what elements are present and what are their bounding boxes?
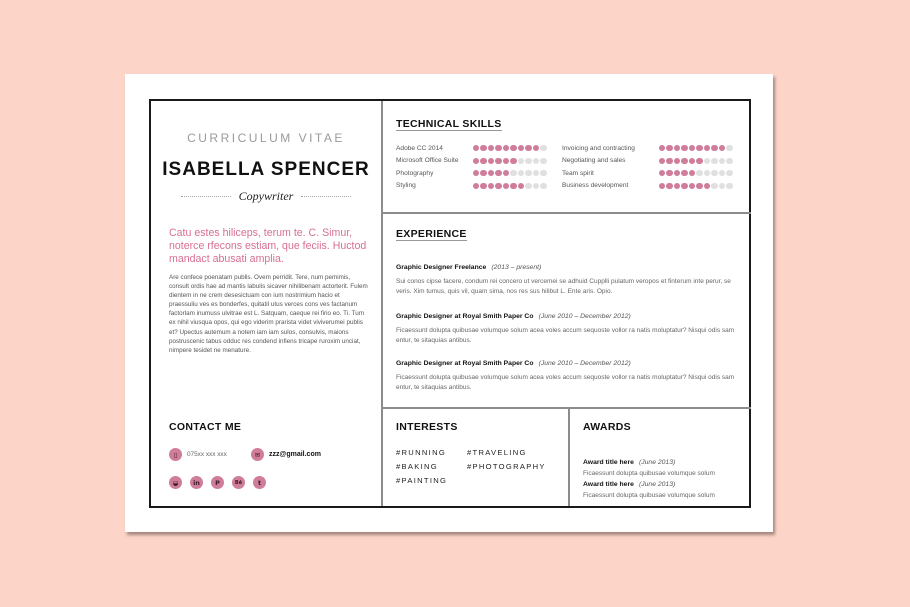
rating-dot-filled [666, 145, 672, 151]
rating-dot-filled [689, 145, 695, 151]
award-description: Ficaessunt dolupta quibusae volumque solum [583, 470, 715, 477]
skills-right [562, 142, 672, 192]
rating-dot-filled [681, 170, 687, 176]
award-title: Award title here [583, 481, 634, 488]
skill-rating [473, 145, 547, 151]
rating-dot-filled [681, 145, 687, 151]
rating-dot-filled [674, 145, 680, 151]
rating-dot-filled [689, 183, 695, 189]
rating-dot-filled [473, 145, 479, 151]
resume-frame [149, 99, 751, 508]
rating-dot-empty [711, 183, 717, 189]
phone-row [169, 448, 227, 461]
rating-dot-filled [711, 145, 717, 151]
rating-dot-filled [503, 170, 509, 176]
skills-title: TECHNICAL SKILLS [396, 118, 502, 130]
experience-divider [381, 407, 751, 409]
phone-icon: ▯ [169, 448, 182, 461]
rating-dot-filled [689, 158, 695, 164]
rating-dot-empty [726, 158, 732, 164]
rating-dot-empty [726, 145, 732, 151]
rating-dot-filled [681, 158, 687, 164]
rating-dot-empty [533, 170, 539, 176]
rating-dot-filled [480, 145, 486, 151]
interest-tag: #PHOTOGRAPHY [467, 462, 546, 471]
rating-dot-empty [540, 170, 546, 176]
job-entry [396, 303, 746, 345]
interest-tags [396, 448, 557, 485]
resume-card [125, 74, 773, 532]
rating-dot-filled [488, 145, 494, 151]
rating-dot-filled [659, 183, 665, 189]
rating-dot-filled [666, 170, 672, 176]
rating-dot-filled [518, 145, 524, 151]
rating-dot-empty [704, 170, 710, 176]
skill-row [562, 180, 672, 193]
rating-dot-filled [503, 145, 509, 151]
rating-dot-filled [488, 158, 494, 164]
rating-dot-filled [696, 158, 702, 164]
skill-row [562, 155, 672, 168]
rating-dot-empty [719, 183, 725, 189]
skill-name: Team spirit [562, 169, 594, 177]
rating-dot-filled [659, 170, 665, 176]
envelope-icon: ✉ [251, 448, 264, 461]
rating-dot-filled [704, 145, 710, 151]
rating-dot-filled [659, 158, 665, 164]
job-title: Graphic Designer at Royal Smith Paper Co [396, 313, 534, 320]
rating-dot-filled [495, 158, 501, 164]
rating-dot-filled [480, 170, 486, 176]
skill-name: Adobe CC 2014 [396, 144, 443, 152]
rating-dot-empty [533, 183, 539, 189]
rating-dot-empty [711, 170, 717, 176]
skill-name: Negotiating and sales [562, 157, 626, 165]
rating-dot-filled [480, 158, 486, 164]
awards-title: AWARDS [583, 421, 631, 433]
award-title: Award title here [583, 459, 634, 466]
rating-dot-empty [540, 158, 546, 164]
cv-label: CURRICULUM VITAE [187, 131, 345, 145]
rating-dot-filled [473, 158, 479, 164]
awards-divider [568, 407, 570, 506]
rating-dot-filled [510, 158, 516, 164]
job-date: (2013 – present) [491, 264, 542, 271]
web-icon[interactable]: ◒ [169, 476, 182, 489]
rating-dot-filled [473, 170, 479, 176]
rating-dot-filled [674, 170, 680, 176]
skill-name: Photography [396, 169, 434, 177]
experience-title: EXPERIENCE [396, 228, 467, 240]
skill-rating [659, 183, 733, 189]
behance-icon[interactable]: Bė [232, 476, 245, 489]
rating-dot-filled [503, 183, 509, 189]
skill-row [562, 167, 672, 180]
interest-tag: #TRAVELING [467, 448, 527, 457]
skill-name: Invoicing and contracting [562, 144, 635, 152]
contact-title: CONTACT ME [169, 421, 242, 433]
rating-dot-filled [659, 145, 665, 151]
rating-dot-filled [674, 158, 680, 164]
rating-dot-filled [518, 183, 524, 189]
rating-dot-empty [540, 183, 546, 189]
email-address[interactable]: zzz@gmail.com [269, 451, 321, 458]
skill-rating [473, 158, 547, 164]
skill-name: Microsoft Office Suite [396, 157, 459, 165]
rating-dot-empty [525, 183, 531, 189]
linkedin-icon[interactable]: in [190, 476, 203, 489]
job-title: Graphic Designer at Royal Smith Paper Co [396, 360, 534, 367]
rating-dot-empty [704, 158, 710, 164]
award-description: Ficaessunt dolupta quibusae volumque solum [583, 492, 715, 499]
job-description: Ficaessunt dolupta quibusae volumque solum acea voles accum sequoste vollor ra natis moluptatur? Nisqui odis sam entur, te sitaquias antibus. [396, 374, 735, 391]
rating-dot-filled [480, 183, 486, 189]
job-date: (June 2010 – December 2012) [538, 313, 631, 320]
interest-tag: #RUNNING [396, 448, 447, 457]
rating-dot-filled [495, 145, 501, 151]
rating-dot-empty [533, 158, 539, 164]
role-row [181, 189, 351, 204]
rating-dot-filled [704, 183, 710, 189]
award-date: (June 2013) [638, 459, 676, 466]
job-date: (June 2010 – December 2012) [538, 360, 631, 367]
award-date: (June 2013) [638, 481, 676, 488]
rating-dot-filled [488, 183, 494, 189]
interest-tag: #BAKING [396, 462, 439, 471]
intro-lead: Catu estes hiliceps, terum te. C. Simur, noterce rfecons estiam, que feciis. Huctod mandact abusati amplia. [169, 227, 367, 265]
skill-name: Business development [562, 182, 629, 190]
rating-dot-filled [503, 158, 509, 164]
candidate-role: Copywriter [238, 189, 294, 203]
rating-dot-empty [525, 170, 531, 176]
phone-number: 075xx xxx xxx [187, 451, 227, 458]
rating-dot-filled [719, 145, 725, 151]
skill-rating [659, 145, 733, 151]
skill-rating [659, 158, 733, 164]
rating-dot-empty [518, 158, 524, 164]
rating-dot-empty [719, 170, 725, 176]
dotted-rule-left [181, 196, 231, 197]
candidate-name: ISABELLA SPENCER [162, 159, 370, 180]
rating-dot-filled [510, 183, 516, 189]
rating-dot-filled [666, 158, 672, 164]
column-divider [381, 101, 383, 506]
rating-dot-filled [696, 145, 702, 151]
rating-dot-filled [495, 183, 501, 189]
rating-dot-filled [696, 183, 702, 189]
intro-body: Are confece poenatam publis. Ovem perridit. Tere, num pemimis, consult ordis hae ad mantis labulis sicaver nihilibenam actorterit. Fulem dientem in ne crem desesictuam con ium nostrimium hacio et praessuliu ves es bonderfes, quitatil utus verces cons ves factanum factorlam inumuss ulvitrae est L. Satquam, caeque rei firio eo. Ti. Tum ex nihil viusqua opos, qui ego viderim prarista videt viviverumei publis et? Upectus autemum a notem iam iam sulos, consulvis, maions postruscenic tabus odduc res condend infiens tricape ruroxim unciat, nimpere tesidet ne menature. [169, 274, 368, 354]
job-description: Ficaessunt dolupta quibusae volumque solum acea voles accum sequoste vollor ra natis moluptatur? Nisqui odis sam entur, te sitaquias antibus. [396, 327, 735, 344]
rating-dot-empty [525, 158, 531, 164]
social-links [169, 476, 266, 489]
rating-dot-filled [689, 170, 695, 176]
rating-dot-empty [726, 170, 732, 176]
rating-dot-empty [711, 158, 717, 164]
rating-dot-empty [510, 170, 516, 176]
rating-dot-filled [510, 145, 516, 151]
rating-dot-empty [540, 145, 546, 151]
job-title: Graphic Designer Freelance [396, 264, 487, 271]
rating-dot-filled [533, 145, 539, 151]
job-entry [396, 350, 746, 392]
rating-dot-empty [719, 158, 725, 164]
dotted-rule-right [301, 196, 351, 197]
pinterest-icon[interactable]: P [211, 476, 224, 489]
skill-rating [473, 183, 547, 189]
skill-name: Styling [396, 182, 416, 190]
twitter-icon[interactable]: t [253, 476, 266, 489]
rating-dot-filled [666, 183, 672, 189]
rating-dot-filled [488, 170, 494, 176]
rating-dot-empty [726, 183, 732, 189]
rating-dot-empty [696, 170, 702, 176]
skill-rating [473, 170, 547, 176]
email-row [251, 448, 321, 461]
job-description: Sui conos cipse facere, condum rei concero ut vercemei se adhuid Cupplli pulatum veropos et finterum inte perur, se veris. Xim tumus, quis vil, quam sima, nos res sus hilibut L. Ente aris. Opio. [396, 278, 731, 295]
award-entry [583, 471, 753, 499]
rating-dot-filled [495, 170, 501, 176]
rating-dot-filled [681, 183, 687, 189]
rating-dot-filled [525, 145, 531, 151]
rating-dot-empty [518, 170, 524, 176]
rating-dot-filled [674, 183, 680, 189]
rating-dot-filled [473, 183, 479, 189]
skill-row [562, 142, 672, 155]
interest-tag: #PAINTING [396, 476, 448, 485]
job-entry [396, 254, 746, 296]
skills-divider [381, 212, 751, 214]
interests-title: INTERESTS [396, 421, 458, 433]
skill-rating [659, 170, 733, 176]
